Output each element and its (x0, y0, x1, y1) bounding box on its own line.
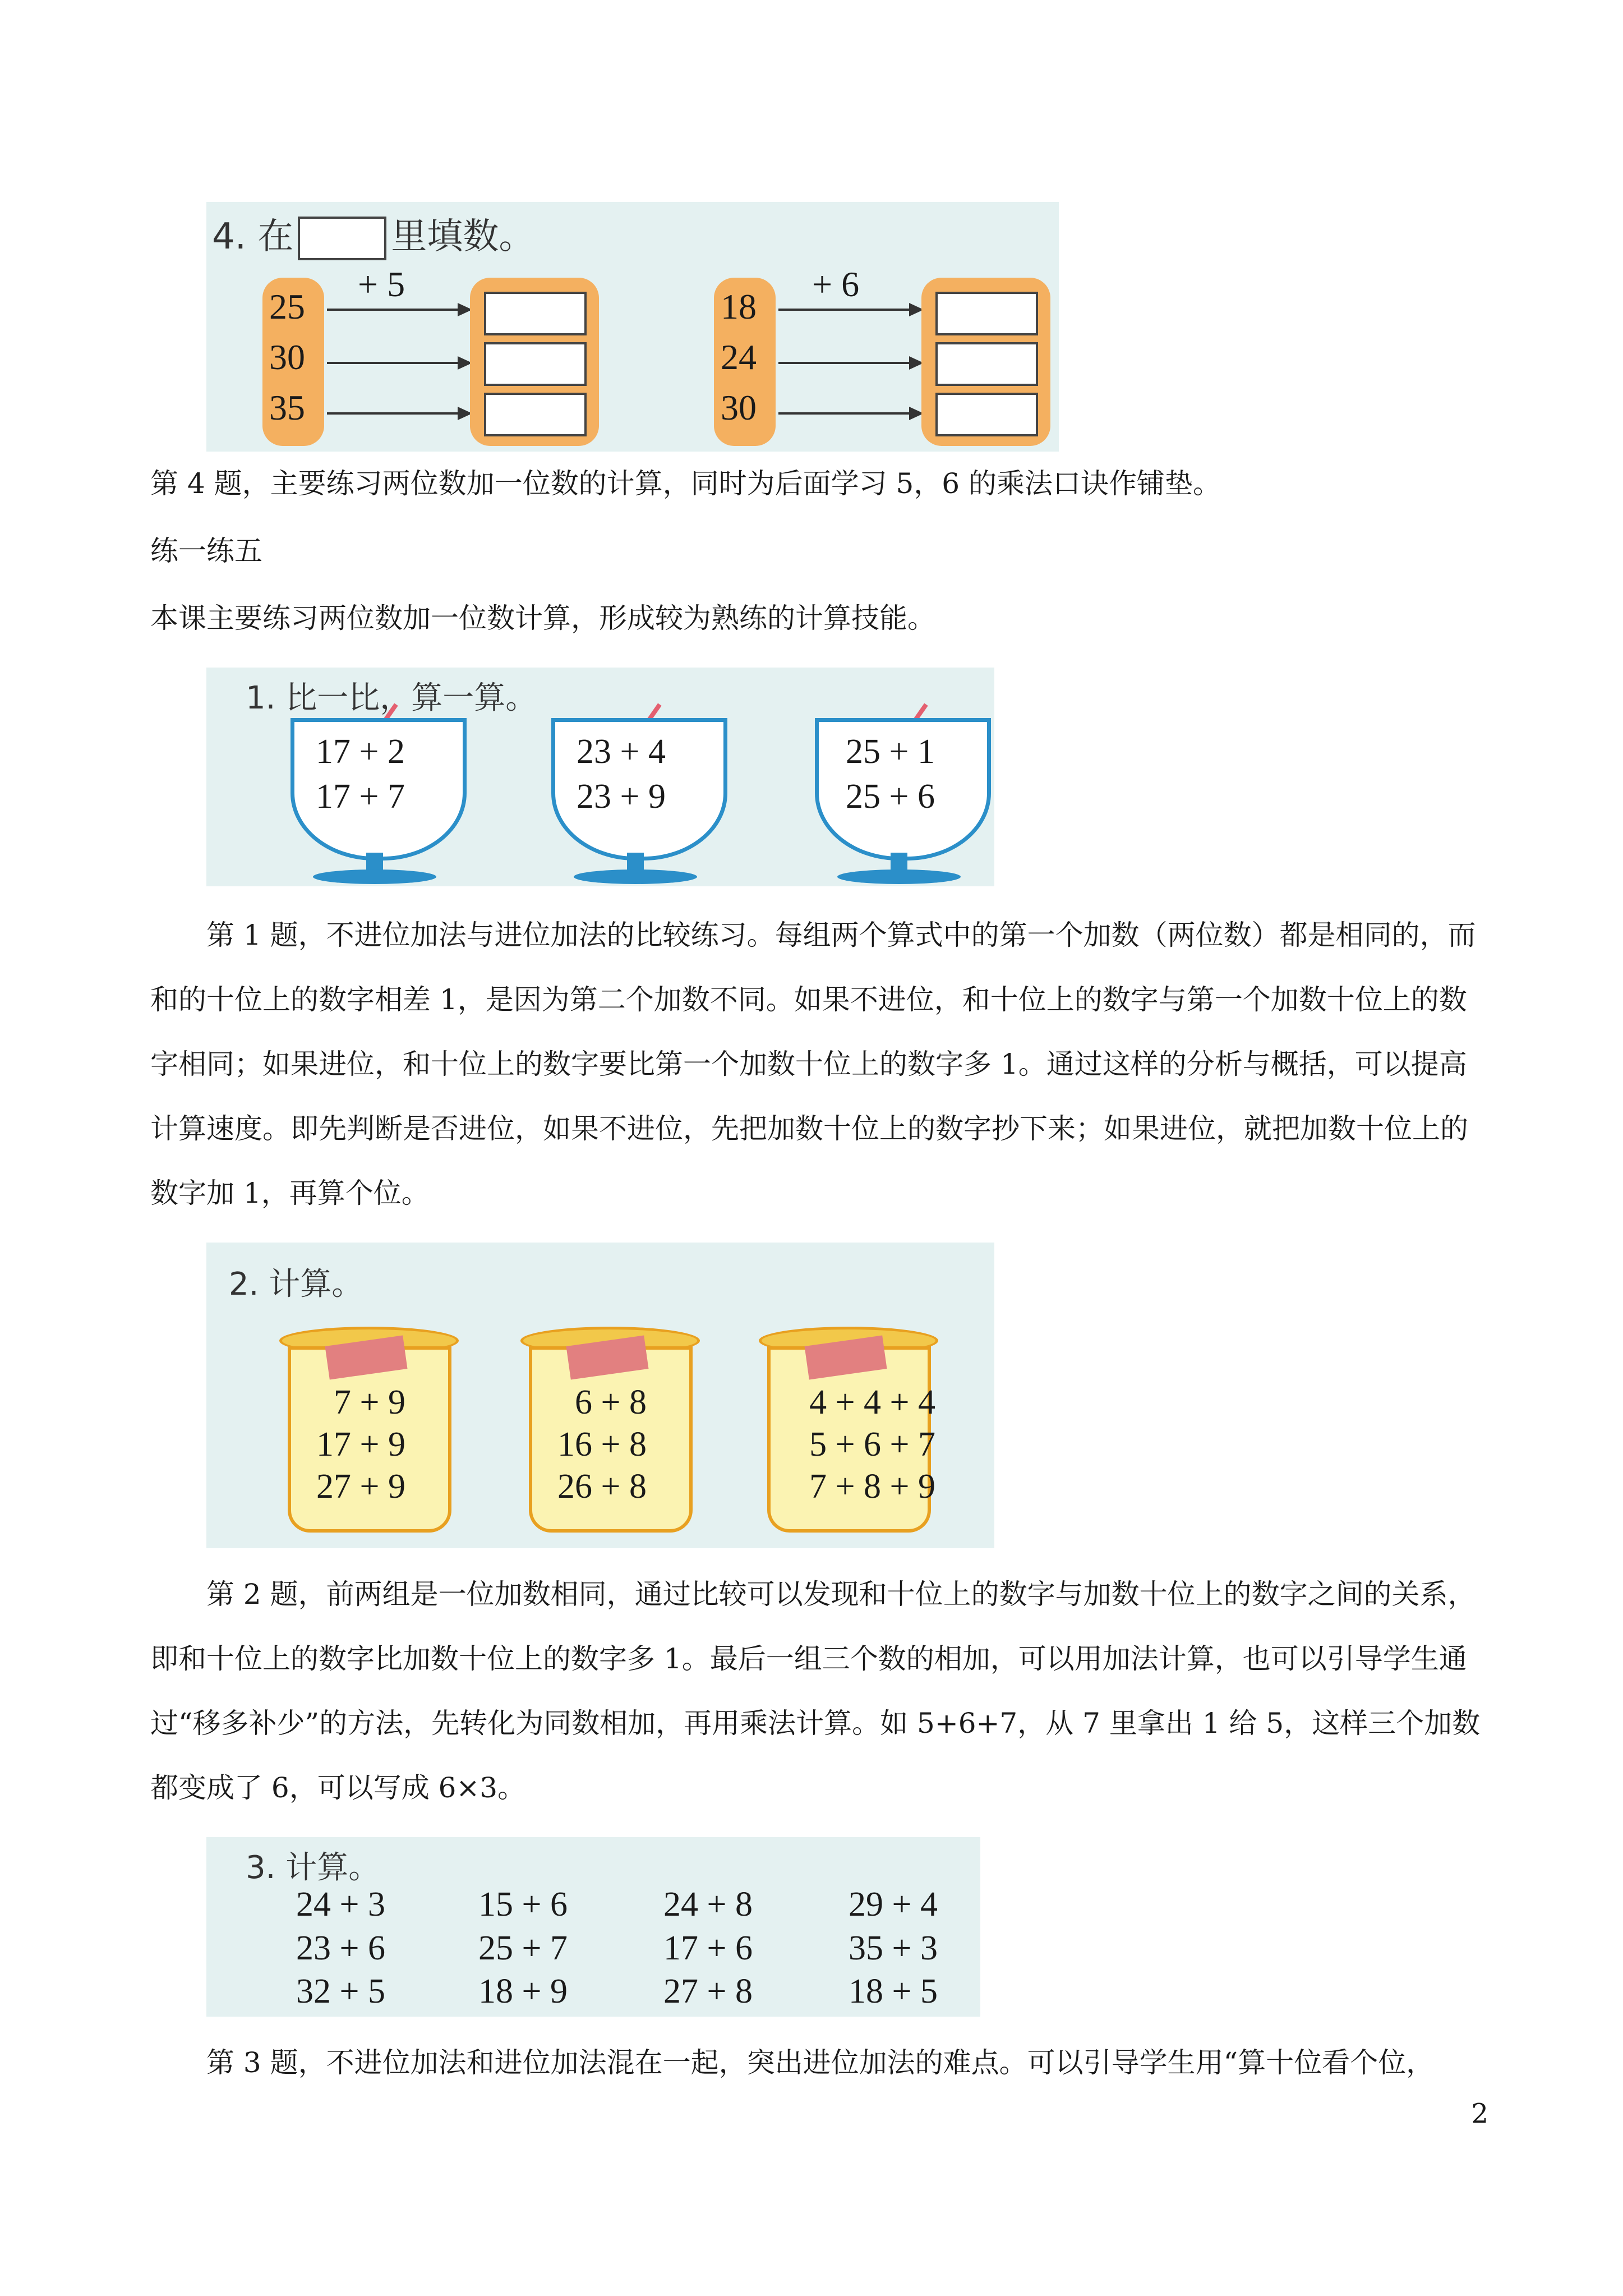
expression: 15 + 6 (478, 1885, 568, 1924)
expression: 25 + 6 (846, 777, 935, 816)
page-number: 2 (1471, 2098, 1488, 2129)
arrow-right-icon (778, 362, 921, 364)
input-value: 35 (269, 388, 305, 427)
expression: 29 + 4 (849, 1885, 938, 1924)
input-value: 25 (269, 287, 305, 326)
figure-1-title: 1. 比一比，算一算。 (246, 680, 537, 716)
figure-3-title: 3. 计算。 (246, 1849, 380, 1886)
input-value: 24 (721, 337, 757, 377)
glass-base (313, 869, 436, 884)
expression: 5 + 6 + 7 (809, 1425, 935, 1464)
paragraph-fig4-note: 第 4 题，主要练习两位数加一位数的计算，同时为后面学习 5，6 的乘法口诀作铺垫。 (150, 467, 1221, 500)
arrow-right-icon (778, 412, 921, 415)
expression: 27 + 8 (663, 1972, 753, 2010)
figure-compare-glasses (206, 668, 994, 886)
input-value: 30 (721, 388, 757, 427)
input-value: 30 (269, 337, 305, 377)
answer-box (935, 393, 1038, 436)
expression: 16 + 8 (557, 1425, 647, 1464)
paragraph-fig1-note: 第 1 题，不进位加法与进位加法的比较练习。每组两个算式中的第一个加数（两位数）都是相同的，而和的十位上的数字相差 1，是因为第二个加数不同。如果不进位，和十位上的数字与第一个加数十位上的数字相同；如果进位，和十位上的数字要比第一个加数十位上的数字多 1。通过这样的分析与概括，可以提高计算速度。即先判断是否进位，如果不进位，先把加数十位上的数字抄下来；如果进位，就把加数十位上的数字加 1，再算个位。 (150, 919, 1476, 1209)
answer-box (484, 342, 587, 386)
arrow-right-icon (327, 362, 470, 364)
figure-2-title: 2. 计算。 (229, 1266, 363, 1303)
expression: 24 + 8 (663, 1885, 753, 1924)
expression: 27 + 9 (316, 1467, 405, 1506)
expression: 17 + 7 (316, 777, 405, 816)
expression: 17 + 9 (316, 1425, 405, 1464)
expression: 4 + 4 + 4 (809, 1383, 935, 1421)
expression: 25 + 7 (478, 1929, 568, 1967)
expression: 23 + 6 (296, 1929, 385, 1967)
expression: 24 + 3 (296, 1885, 385, 1924)
figure-fill-boxes (206, 202, 1059, 452)
expression: 32 + 5 (296, 1972, 385, 2010)
expression: 7 + 8 + 9 (809, 1467, 935, 1506)
expression: 6 + 8 (575, 1383, 647, 1421)
section-heading: 练一练五 (150, 535, 262, 567)
expression: 7 + 9 (334, 1383, 405, 1421)
paragraph-fig2-note: 第 2 题，前两组是一位加数相同，通过比较可以发现和十位上的数字与加数十位上的数字之间的关系，即和十位上的数字比加数十位上的数字多 1。最后一组三个数的相加，可以用加法计算，也可以引导学生通过“移多补少”的方法，先转化为同数相加，再用乘法计算。如 5+6+7，从 7 里拿出 1 给 5，这样三个加数都变成了 6，可以写成 6×3。 (150, 1578, 1481, 1804)
answer-box (935, 342, 1038, 386)
blank-box-icon (298, 217, 386, 260)
expression: 17 + 2 (316, 733, 405, 771)
figure-bucket-calc (206, 1243, 994, 1548)
expression: 18 + 5 (849, 1972, 938, 2010)
answer-box (484, 393, 587, 436)
arrow-right-icon (327, 309, 470, 311)
expression: 35 + 3 (849, 1929, 938, 1967)
operation-label: + 5 (358, 264, 405, 304)
paragraph-fig3-note: 第 3 题，不进位加法和进位加法混在一起，突出进位加法的难点。可以引导学生用“算十位看个位， (206, 2046, 1435, 2079)
expression: 17 + 6 (663, 1929, 753, 1967)
answer-box (484, 292, 587, 335)
glass-base (837, 869, 961, 884)
glass-base (574, 869, 697, 884)
expression: 23 + 4 (577, 733, 666, 771)
arrow-right-icon (778, 309, 921, 311)
expression: 18 + 9 (478, 1972, 568, 2010)
expression: 26 + 8 (557, 1467, 647, 1506)
input-value: 18 (721, 287, 757, 326)
figure-4-title: 4. 在 里填数。 (212, 208, 534, 260)
operation-label: + 6 (812, 264, 860, 304)
paragraph-intro: 本课主要练习两位数加一位数计算，形成较为熟练的计算技能。 (150, 602, 935, 634)
expression: 23 + 9 (577, 777, 666, 816)
figure-calc-grid (206, 1837, 980, 2017)
answer-box (935, 292, 1038, 335)
arrow-right-icon (327, 412, 470, 415)
expression: 25 + 1 (846, 733, 935, 771)
